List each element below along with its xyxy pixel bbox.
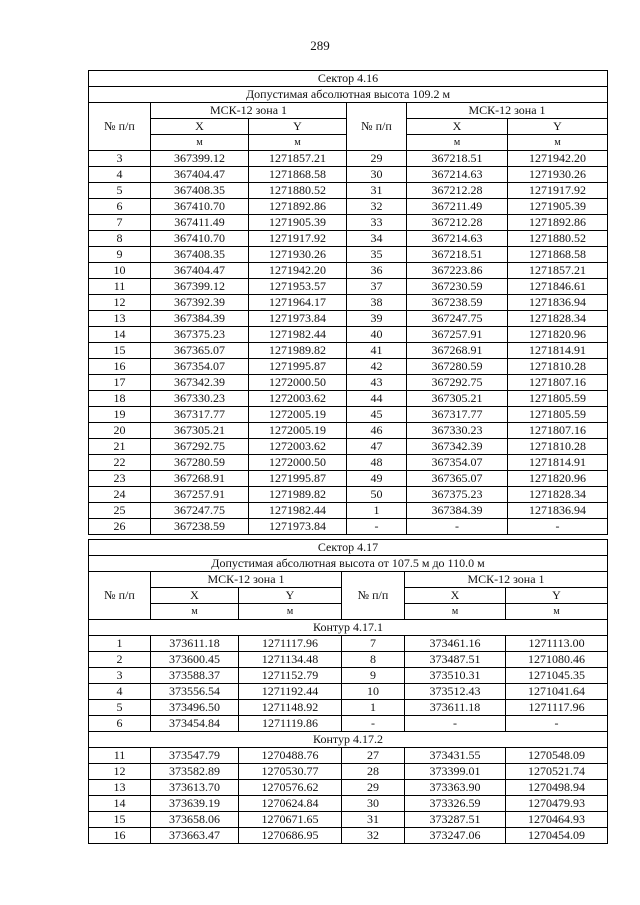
table-cell: 1272000.50 [249, 375, 347, 391]
table-cell: 14 [89, 796, 151, 812]
table-cell: 32 [342, 828, 405, 844]
unit-label: м [151, 604, 239, 620]
unit-label: м [151, 135, 249, 151]
table-cell: 1270576.62 [239, 780, 342, 796]
table-cell: 1272003.62 [249, 439, 347, 455]
table-cell: 1272005.19 [249, 423, 347, 439]
table-row [89, 796, 608, 812]
contour-header-row [89, 732, 608, 748]
table-cell: 367342.39 [407, 439, 508, 455]
system-header: МСК-12 зона 1 [405, 572, 608, 588]
table-cell: 1271995.87 [249, 359, 347, 375]
table-cell: 35 [347, 247, 407, 263]
table-cell: 1270464.93 [506, 812, 608, 828]
system-header: МСК-12 зона 1 [407, 103, 608, 119]
table-cell: 373613.70 [151, 780, 239, 796]
table-row [89, 828, 608, 844]
table-cell: 5 [89, 183, 151, 199]
table-row [89, 311, 608, 327]
table-cell: 31 [347, 183, 407, 199]
page-number: 289 [310, 38, 330, 53]
y-header: Y [508, 119, 608, 135]
table-cell: 24 [89, 487, 151, 503]
table-cell: 367218.51 [407, 247, 508, 263]
table-cell: 8 [89, 231, 151, 247]
table-cell: 367214.63 [407, 167, 508, 183]
table-row [89, 199, 608, 215]
table-cell: 1271964.17 [249, 295, 347, 311]
table-cell: 21 [89, 439, 151, 455]
table-cell: 1271982.44 [249, 327, 347, 343]
table-cell: 1271857.21 [249, 151, 347, 167]
table-cell: 367410.70 [151, 231, 249, 247]
table-row [89, 359, 608, 375]
table-cell: 44 [347, 391, 407, 407]
table-cell: 373512.43 [405, 684, 506, 700]
table-cell: 1271814.91 [508, 455, 608, 471]
table-cell: 1270521.74 [506, 764, 608, 780]
table-cell: 367365.07 [407, 471, 508, 487]
table-cell: 373454.84 [151, 716, 239, 732]
sector-title: Сектор 4.17 [89, 540, 608, 556]
table-cell: 367247.75 [407, 311, 508, 327]
table-cell: - [342, 716, 405, 732]
table-cell: 6 [89, 716, 151, 732]
table-row [89, 503, 608, 519]
table-cell: 26 [89, 519, 151, 535]
unit-label: м [239, 604, 342, 620]
table-cell: 367375.23 [407, 487, 508, 503]
unit-label: м [249, 135, 347, 151]
table-cell: 1271973.84 [249, 519, 347, 535]
table-cell: 1271892.86 [508, 215, 608, 231]
table-cell: 1271041.64 [506, 684, 608, 700]
table-cell: 9 [89, 247, 151, 263]
table-cell: 1270671.65 [239, 812, 342, 828]
table-cell: 1 [89, 636, 151, 652]
table-row [89, 183, 608, 199]
table-cell: 367238.59 [151, 519, 249, 535]
table-cell: 1271995.87 [249, 471, 347, 487]
table-cell: 15 [89, 343, 151, 359]
table-cell: 1271905.39 [249, 215, 347, 231]
table-cell: 367411.49 [151, 215, 249, 231]
table-cell: 1271857.21 [508, 263, 608, 279]
table-cell: 373611.18 [405, 700, 506, 716]
table-cell: 48 [347, 455, 407, 471]
table-row [89, 423, 608, 439]
table-cell: 373600.45 [151, 652, 239, 668]
table-cell: 1271982.44 [249, 503, 347, 519]
system-header: МСК-12 зона 1 [151, 572, 342, 588]
system-header: МСК-12 зона 1 [151, 103, 347, 119]
table-cell: 367212.28 [407, 183, 508, 199]
num-header: № п/п [89, 572, 151, 620]
table-cell: 367392.39 [151, 295, 249, 311]
x-header: X [405, 588, 506, 604]
table-cell: 1270488.76 [239, 748, 342, 764]
table-cell: 40 [347, 327, 407, 343]
table-cell: 16 [89, 828, 151, 844]
table-cell: 367399.12 [151, 151, 249, 167]
table-cell: 367257.91 [407, 327, 508, 343]
table-row [89, 652, 608, 668]
table-row [89, 391, 608, 407]
height-limit: Допустимая абсолютная высота от 107.5 м до 110.0 м [89, 556, 608, 572]
table-cell: - [508, 519, 608, 535]
table-cell: 367384.39 [151, 311, 249, 327]
table-cell: 367305.21 [407, 391, 508, 407]
table-row [89, 295, 608, 311]
table-row [89, 327, 608, 343]
table-row [89, 375, 608, 391]
table-row [89, 215, 608, 231]
contour-header-row [89, 620, 608, 636]
table-cell: 12 [89, 295, 151, 311]
table-row [89, 780, 608, 796]
table-cell: 1271810.28 [508, 439, 608, 455]
table-cell: 49 [347, 471, 407, 487]
table-cell: 367410.70 [151, 199, 249, 215]
table-cell: 1271846.61 [508, 279, 608, 295]
table-cell: 367317.77 [151, 407, 249, 423]
table-cell: 45 [347, 407, 407, 423]
table-cell: 367257.91 [151, 487, 249, 503]
unit-label: м [506, 604, 608, 620]
table-cell: 39 [347, 311, 407, 327]
unit-label: м [407, 135, 508, 151]
table-cell: 5 [89, 700, 151, 716]
table-row [89, 700, 608, 716]
table-cell: 19 [89, 407, 151, 423]
table-row [89, 812, 608, 828]
table-cell: 1 [347, 503, 407, 519]
table-cell: 1272003.62 [249, 391, 347, 407]
table-cell: 1271045.35 [506, 668, 608, 684]
table-cell: - [407, 519, 508, 535]
table-cell: 1271148.92 [239, 700, 342, 716]
table-cell: 373547.79 [151, 748, 239, 764]
sector-4-17-rows [89, 620, 608, 844]
table-cell: - [347, 519, 407, 535]
table-cell: 1 [342, 700, 405, 716]
table-cell: 1271917.92 [249, 231, 347, 247]
table-cell: 10 [342, 684, 405, 700]
table-cell: 6 [89, 199, 151, 215]
table-cell: - [506, 716, 608, 732]
table-cell: 1271119.86 [239, 716, 342, 732]
table-cell: 367247.75 [151, 503, 249, 519]
table-cell: 1271989.82 [249, 343, 347, 359]
table-cell: 373461.16 [405, 636, 506, 652]
num-header: № п/п [342, 572, 405, 620]
table-cell: 10 [89, 263, 151, 279]
table-cell: 367354.07 [407, 455, 508, 471]
table-cell: 373663.47 [151, 828, 239, 844]
sector-4-16-table [88, 70, 608, 535]
table-cell: 373611.18 [151, 636, 239, 652]
table-row [89, 247, 608, 263]
table-cell: 367292.75 [151, 439, 249, 455]
table-cell: 7 [342, 636, 405, 652]
table-cell: 367268.91 [407, 343, 508, 359]
table-cell: 30 [347, 167, 407, 183]
table-cell: 1271989.82 [249, 487, 347, 503]
table-cell: 11 [89, 279, 151, 295]
table-cell: 373363.90 [405, 780, 506, 796]
table-cell: 373639.19 [151, 796, 239, 812]
table-cell: 373582.89 [151, 764, 239, 780]
table-cell: 373487.51 [405, 652, 506, 668]
table-cell: 1271080.46 [506, 652, 608, 668]
table-cell: - [405, 716, 506, 732]
table-cell: 367330.23 [407, 423, 508, 439]
table-cell: 367404.47 [151, 263, 249, 279]
x-header: X [151, 588, 239, 604]
contour-title: Контур 4.17.2 [89, 732, 608, 748]
unit-label: м [405, 604, 506, 620]
table-row [89, 684, 608, 700]
y-header: Y [506, 588, 608, 604]
table-cell: 1271820.96 [508, 327, 608, 343]
table-row [89, 748, 608, 764]
table-cell: 1271930.26 [249, 247, 347, 263]
unit-label: м [508, 135, 608, 151]
table-cell: 1271113.00 [506, 636, 608, 652]
table-cell: 38 [347, 295, 407, 311]
table-cell: 373556.54 [151, 684, 239, 700]
table-row [89, 231, 608, 247]
table-cell: 373247.06 [405, 828, 506, 844]
sector-title: Сектор 4.16 [89, 71, 608, 87]
table-cell: 367280.59 [151, 455, 249, 471]
table-cell: 13 [89, 311, 151, 327]
table-cell: 9 [342, 668, 405, 684]
table-cell: 20 [89, 423, 151, 439]
table-cell: 367212.28 [407, 215, 508, 231]
table-cell: 367214.63 [407, 231, 508, 247]
table-cell: 27 [342, 748, 405, 764]
sector-4-16-rows [89, 151, 608, 535]
table-cell: 29 [342, 780, 405, 796]
table-cell: 4 [89, 684, 151, 700]
table-cell: 1271134.48 [239, 652, 342, 668]
table-row [89, 519, 608, 535]
table-row [89, 636, 608, 652]
table-row [89, 167, 608, 183]
table-cell: 367317.77 [407, 407, 508, 423]
table-row [89, 279, 608, 295]
table-cell: 367292.75 [407, 375, 508, 391]
table-row [89, 668, 608, 684]
table-row [89, 407, 608, 423]
table-cell: 1270479.93 [506, 796, 608, 812]
table-cell: 3 [89, 668, 151, 684]
table-cell: 33 [347, 215, 407, 231]
table-cell: 31 [342, 812, 405, 828]
table-cell: 14 [89, 327, 151, 343]
table-cell: 1271868.58 [508, 247, 608, 263]
table-cell: 32 [347, 199, 407, 215]
table-cell: 1271152.79 [239, 668, 342, 684]
table-cell: 367330.23 [151, 391, 249, 407]
num-header: № п/п [347, 103, 407, 151]
table-cell: 2 [89, 652, 151, 668]
table-cell: 1271892.86 [249, 199, 347, 215]
table-cell: 50 [347, 487, 407, 503]
table-cell: 367384.39 [407, 503, 508, 519]
table-cell: 367238.59 [407, 295, 508, 311]
table-cell: 1271836.94 [508, 503, 608, 519]
table-cell: 16 [89, 359, 151, 375]
table-cell: 1271930.26 [508, 167, 608, 183]
table-row [89, 471, 608, 487]
table-cell: 1271814.91 [508, 343, 608, 359]
table-cell: 12 [89, 764, 151, 780]
table-cell: 367354.07 [151, 359, 249, 375]
table-cell: 373287.51 [405, 812, 506, 828]
table-cell: 1271192.44 [239, 684, 342, 700]
table-cell: 17 [89, 375, 151, 391]
table-cell: 18 [89, 391, 151, 407]
table-row [89, 151, 608, 167]
table-cell: 367280.59 [407, 359, 508, 375]
table-cell: 1270530.77 [239, 764, 342, 780]
table-cell: 367230.59 [407, 279, 508, 295]
table-cell: 25 [89, 503, 151, 519]
table-cell: 367399.12 [151, 279, 249, 295]
table-cell: 1270498.94 [506, 780, 608, 796]
table-cell: 13 [89, 780, 151, 796]
table-row [89, 764, 608, 780]
table-cell: 43 [347, 375, 407, 391]
table-cell: 41 [347, 343, 407, 359]
table-cell: 1271942.20 [508, 151, 608, 167]
table-cell: 367218.51 [407, 151, 508, 167]
table-cell: 1271828.34 [508, 311, 608, 327]
table-cell: 373588.37 [151, 668, 239, 684]
table-cell: 367375.23 [151, 327, 249, 343]
table-cell: 373496.50 [151, 700, 239, 716]
table-cell: 373431.55 [405, 748, 506, 764]
table-cell: 367365.07 [151, 343, 249, 359]
table-row [89, 716, 608, 732]
sector-4-17-table [88, 539, 608, 844]
table-cell: 28 [342, 764, 405, 780]
table-cell: 1270624.84 [239, 796, 342, 812]
table-cell: 367404.47 [151, 167, 249, 183]
table-cell: 1271942.20 [249, 263, 347, 279]
table-cell: 30 [342, 796, 405, 812]
table-cell: 1271807.16 [508, 375, 608, 391]
y-header: Y [239, 588, 342, 604]
table-cell: 1271828.34 [508, 487, 608, 503]
table-cell: 47 [347, 439, 407, 455]
table-cell: 1271810.28 [508, 359, 608, 375]
table-cell: 1271917.92 [508, 183, 608, 199]
table-cell: 1271807.16 [508, 423, 608, 439]
table-cell: 367268.91 [151, 471, 249, 487]
table-cell: 373399.01 [405, 764, 506, 780]
table-cell: 373326.59 [405, 796, 506, 812]
table-cell: 1271953.57 [249, 279, 347, 295]
table-row [89, 263, 608, 279]
table-cell: 373658.06 [151, 812, 239, 828]
table-cell: 367305.21 [151, 423, 249, 439]
table-cell: 1271880.52 [508, 231, 608, 247]
table-cell: 1271117.96 [239, 636, 342, 652]
table-cell: 367408.35 [151, 247, 249, 263]
table-cell: 1271905.39 [508, 199, 608, 215]
table-cell: 1271805.59 [508, 391, 608, 407]
num-header: № п/п [89, 103, 151, 151]
table-row [89, 487, 608, 503]
table-cell: 1270686.95 [239, 828, 342, 844]
table-cell: 367211.49 [407, 199, 508, 215]
table-cell: 1271805.59 [508, 407, 608, 423]
x-header: X [407, 119, 508, 135]
table-cell: 11 [89, 748, 151, 764]
table-cell: 373510.31 [405, 668, 506, 684]
table-cell: 367408.35 [151, 183, 249, 199]
table-cell: 1271973.84 [249, 311, 347, 327]
table-cell: 3 [89, 151, 151, 167]
table-row [89, 343, 608, 359]
table-cell: 46 [347, 423, 407, 439]
table-cell: 367342.39 [151, 375, 249, 391]
table-row [89, 439, 608, 455]
table-cell: 7 [89, 215, 151, 231]
contour-title: Контур 4.17.1 [89, 620, 608, 636]
table-cell: 1271868.58 [249, 167, 347, 183]
table-cell: 1270454.09 [506, 828, 608, 844]
y-header: Y [249, 119, 347, 135]
x-header: X [151, 119, 249, 135]
table-cell: 29 [347, 151, 407, 167]
table-cell: 36 [347, 263, 407, 279]
table-cell: 367223.86 [407, 263, 508, 279]
table-cell: 1271820.96 [508, 471, 608, 487]
table-cell: 1272005.19 [249, 407, 347, 423]
table-cell: 1271836.94 [508, 295, 608, 311]
table-cell: 1272000.50 [249, 455, 347, 471]
table-cell: 22 [89, 455, 151, 471]
table-cell: 4 [89, 167, 151, 183]
table-cell: 15 [89, 812, 151, 828]
height-limit: Допустимая абсолютная высота 109.2 м [89, 87, 608, 103]
table-cell: 1271117.96 [506, 700, 608, 716]
table-cell: 34 [347, 231, 407, 247]
table-row [89, 455, 608, 471]
table-cell: 23 [89, 471, 151, 487]
table-cell: 1271880.52 [249, 183, 347, 199]
table-cell: 42 [347, 359, 407, 375]
table-cell: 37 [347, 279, 407, 295]
table-cell: 1270548.09 [506, 748, 608, 764]
table-cell: 8 [342, 652, 405, 668]
